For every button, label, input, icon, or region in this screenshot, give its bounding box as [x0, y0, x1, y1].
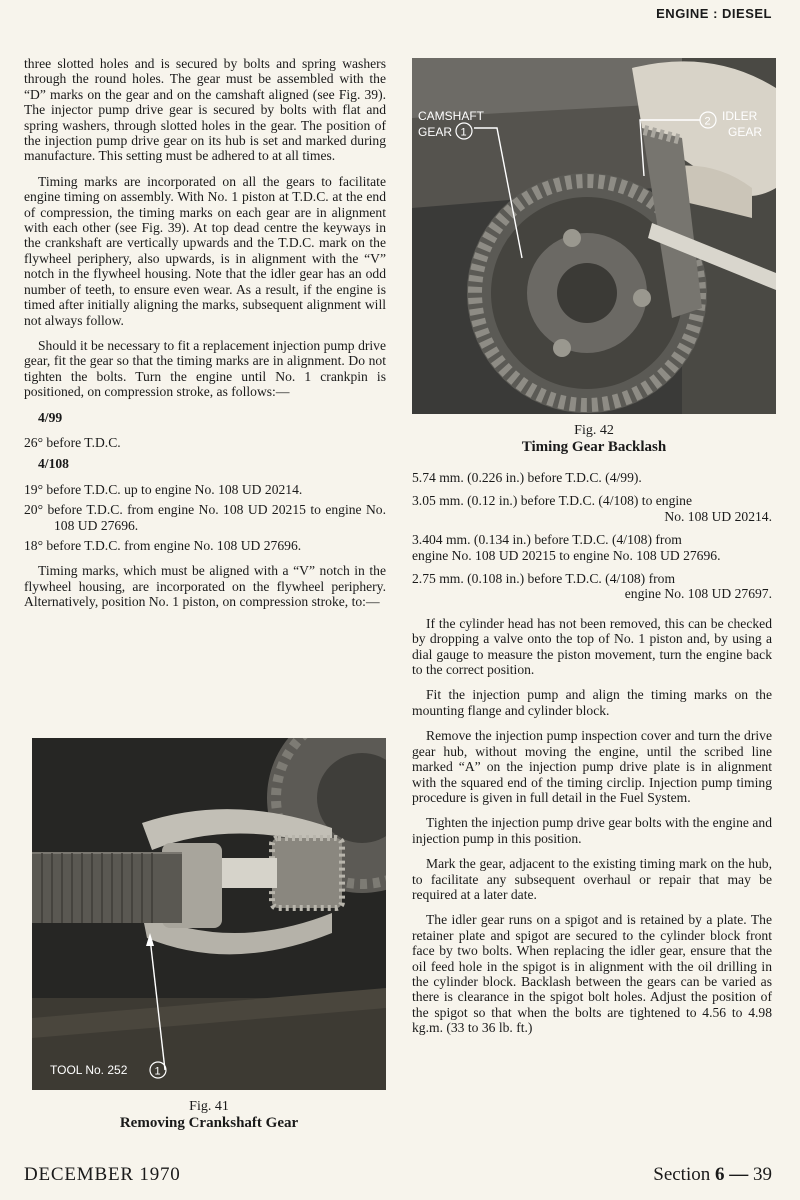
idler-label-line2: GEAR — [728, 125, 763, 139]
footer-separator: — — [729, 1164, 749, 1185]
idler-label-line1: IDLER — [722, 109, 758, 123]
right-column — [412, 470, 772, 1046]
camshaft-label-line1: CAMSHAFT — [418, 109, 484, 123]
spec-4-108-b-line1: 3.404 mm. (0.134 in.) before T.D.C. (4/108) from — [412, 532, 682, 548]
right-paragraph-5: Mark the gear, adjacent to the existing timing mark on the hub, to facilitate any subsequent overhaul or repair that may be required at a later date. — [412, 856, 772, 902]
spec-4-108-b-line2: engine No. 108 UD 20215 to engine No. 108 UD 27696. — [412, 547, 721, 563]
spec-4-108-a-line1: 3.05 mm. (0.12 in.) before T.D.C. (4/108) to engine — [412, 493, 693, 509]
figure-41-photo — [32, 738, 386, 1090]
right-paragraph-1: If the cylinder head has not been removed, this can be checked by dropping a valve onto the top of No. 1 piston and, by using a dial gauge to measure the piston movement, turn the engine back to the correct position. — [412, 615, 772, 678]
timing-4-108-a: 19° before T.D.C. up to engine No. 108 UD 20214. — [24, 481, 303, 497]
spec-4-108-c-line2: engine No. 108 UD 27697. — [624, 586, 772, 602]
figure-42-photo — [412, 58, 776, 414]
timing-4-99: 26° before T.D.C. — [24, 434, 121, 450]
right-paragraph-4: Tighten the injection pump drive gear bolts with the engine and injection pump in this position. — [412, 815, 772, 846]
spec-4-99: 5.74 mm. (0.226 in.) before T.D.C. (4/99). — [412, 470, 642, 485]
left-paragraph-3: Should it be necessary to fit a replacement injection pump drive gear, fit the gear so that the timing marks are in alignment. Do not tighten the bolts. Turn the engine until No. 1 crankpin is positioned, on compression stroke, as follows:— — [24, 337, 386, 400]
figure-41-title: Removing Crankshaft Gear — [119, 1115, 299, 1131]
tool-label: TOOL No. 252 — [50, 1063, 128, 1077]
camshaft-label-line2: GEAR — [418, 125, 453, 139]
right-paragraph-3: Remove the injection pump inspection cover and turn the drive gear hub, without moving the engine, until the scribed line marked “A” on the injection pump drive plate is in alignment with the squared end of the timing circlip. Injection pump timing procedure is given in full detail in the Fuel System. — [412, 728, 772, 805]
spec-4-108-a-line2: No. 108 UD 20214. — [664, 508, 772, 524]
left-paragraph-4: Timing marks, which must be aligned with a “V” notch in the flywheel housing, are incorporated on the flywheel periphery. Alternatively, position No. 1 piston, on compression stroke, to:— — [24, 563, 386, 610]
timing-4-108-c: 18° before T.D.C. from engine No. 108 UD 27696. — [24, 537, 302, 553]
figure-42-title: Timing Gear Backlash — [521, 439, 667, 455]
footer-date: DECEMBER 1970 — [24, 1164, 181, 1185]
footer-page — [653, 1164, 772, 1186]
section-header: ENGINE : DIESEL — [656, 6, 772, 21]
footer-section-prefix: Section — [653, 1164, 711, 1185]
footer-section-number: 6 — [715, 1164, 725, 1185]
left-paragraph-2: Timing marks are incorporated on all the gears to facilitate engine timing on assembly. With No. 1 piston at T.D.C. at the end of compression, the timing marks on each gear are in alignment with each other (see Fig. 39). At top dead centre the keyways in the crankshaft are vertically upwards and the T.D.C. mark on the flywheel periphery, also upwards, is in alignment with the “V” notch in the flywheel housing. Note that the idler gear has an odd number of teeth, to ensure even wear. As a result, if the engine is timed after initially aligning the marks, subsequent alignment will not always follow. — [24, 173, 386, 328]
figure-41-caption — [32, 1098, 386, 1132]
footer-page-number: 39 — [753, 1164, 772, 1185]
idler-label-num: 2 — [704, 115, 711, 128]
heading-4-108: 4/108 — [38, 456, 69, 472]
figure-42-number: Fig. 42 — [574, 423, 614, 438]
spec-4-108-c — [412, 571, 772, 602]
spec-4-108-a — [412, 493, 772, 524]
right-paragraph-2: Fit the injection pump and align the timing marks on the mounting flange and cylinder block. — [412, 687, 772, 718]
heading-4-99: 4/99 — [38, 409, 63, 425]
left-paragraph-1: three slotted holes and is secured by bolts and spring washers through the round holes. The gear must be assembled with the “D” marks on the gear and on the camshaft aligned (see Fig. 39). The injector pump drive gear is secured by bolts with flat and spring washers, through slotted holes in the gear. The position of the injection pump drive gear on its hub is set and marked during manufacture. This setting must be adhered to at all times. — [24, 56, 386, 164]
right-paragraph-6: The idler gear runs on a spigot and is retained by a plate. The retainer plate and spigot are secured to the cylinder block front face by two bolts. When replacing the idler gear, ensure that the oil feed hole in the spigot is in alignment with the oil drilling in the cylinder block. Backlash between the gears can be varied as there is clearance in the spigot bolt holes. Adjust the position of the spigot so that when the bolts are tightened to 4.56 to 4.98 kg.m. (33 to 36 lb. ft.) — [412, 912, 772, 1036]
figure-41-number: Fig. 41 — [189, 1099, 229, 1114]
left-column — [24, 56, 386, 620]
tool-label-num: 1 — [154, 1065, 161, 1078]
spec-4-108-b — [412, 532, 772, 563]
figure-42-caption — [412, 422, 776, 456]
timing-4-108-b: 20° before T.D.C. from engine No. 108 UD 20215 to engine No. 108 UD 27696. — [24, 502, 386, 533]
camshaft-label-num: 1 — [460, 126, 467, 139]
spec-4-108-c-line1: 2.75 mm. (0.108 in.) before T.D.C. (4/108) from — [412, 571, 676, 587]
